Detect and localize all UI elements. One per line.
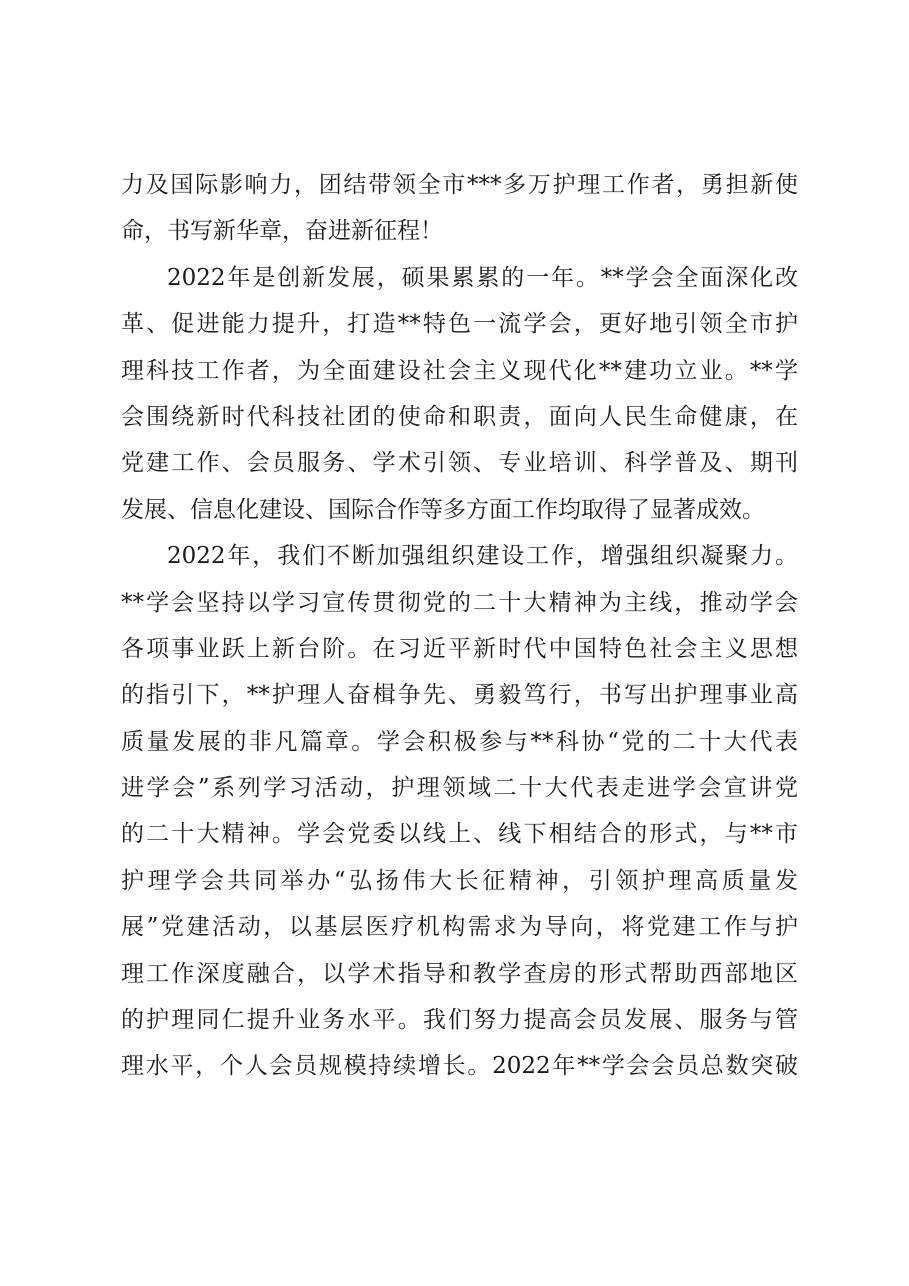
text-line: 理工作深度融合，以学术指导和教学查房的形式帮助西部地区	[121, 960, 798, 987]
body-text	[121, 162, 798, 1090]
text-line: 进学会”系列学习活动，护理领域二十大代表走进学会宣讲党	[121, 775, 798, 802]
text-line: 革、促进能力提升，打造**特色一流学会，更好地引领全市护	[121, 311, 798, 338]
text-line: 力及国际影响力，团结带领全市***多万护理工作者，勇担新使	[121, 172, 798, 198]
text-line: 发展、信息化建设、国际合作等多方面工作均取得了显著成效。	[121, 496, 765, 523]
text-line: 各项事业跃上新台阶。在习近平新时代中国特色社会主义思想	[121, 635, 798, 662]
text-line: 理水平，个人会员规模持续增长。2022年**学会会员总数突破	[121, 1053, 798, 1080]
text-line: **学会坚持以学习宣传贯彻党的二十大精神为主线，推动学会	[121, 589, 798, 616]
text-line: 质量发展的非凡篇章。学会积极参与**科协“党的二十大代表	[121, 728, 798, 755]
text-line: 党建工作、会员服务、学术引领、专业培训、科学普及、期刊	[121, 450, 798, 477]
text-line: 2022年，我们不断加强组织建设工作，增强组织凝聚力。	[167, 543, 798, 570]
text-line: 理科技工作者，为全面建设社会主义现代化**建功立业。**学	[121, 357, 798, 384]
text-line: 2022年是创新发展，硕果累累的一年。**学会全面深化改	[167, 264, 798, 291]
text-line: 的指引下，**护理人奋楫争先、勇毅笃行，书写出护理事业高	[121, 682, 798, 709]
text-line: 展”党建活动，以基层医疗机构需求为导向，将党建工作与护	[121, 914, 798, 941]
text-line: 的二十大精神。学会党委以线上、线下相结合的形式，与**市	[121, 821, 798, 848]
text-line: 会围绕新时代科技社团的使命和职责，面向人民生命健康，在	[121, 403, 798, 430]
text-line: 的护理同仁提升业务水平。我们努力提高会员发展、服务与管	[121, 1007, 798, 1034]
text-line: 命，书写新华章，奋进新征程！	[121, 218, 443, 245]
text-line: 护理学会共同举办“弘扬伟大长征精神，引领护理高质量发	[121, 867, 798, 894]
